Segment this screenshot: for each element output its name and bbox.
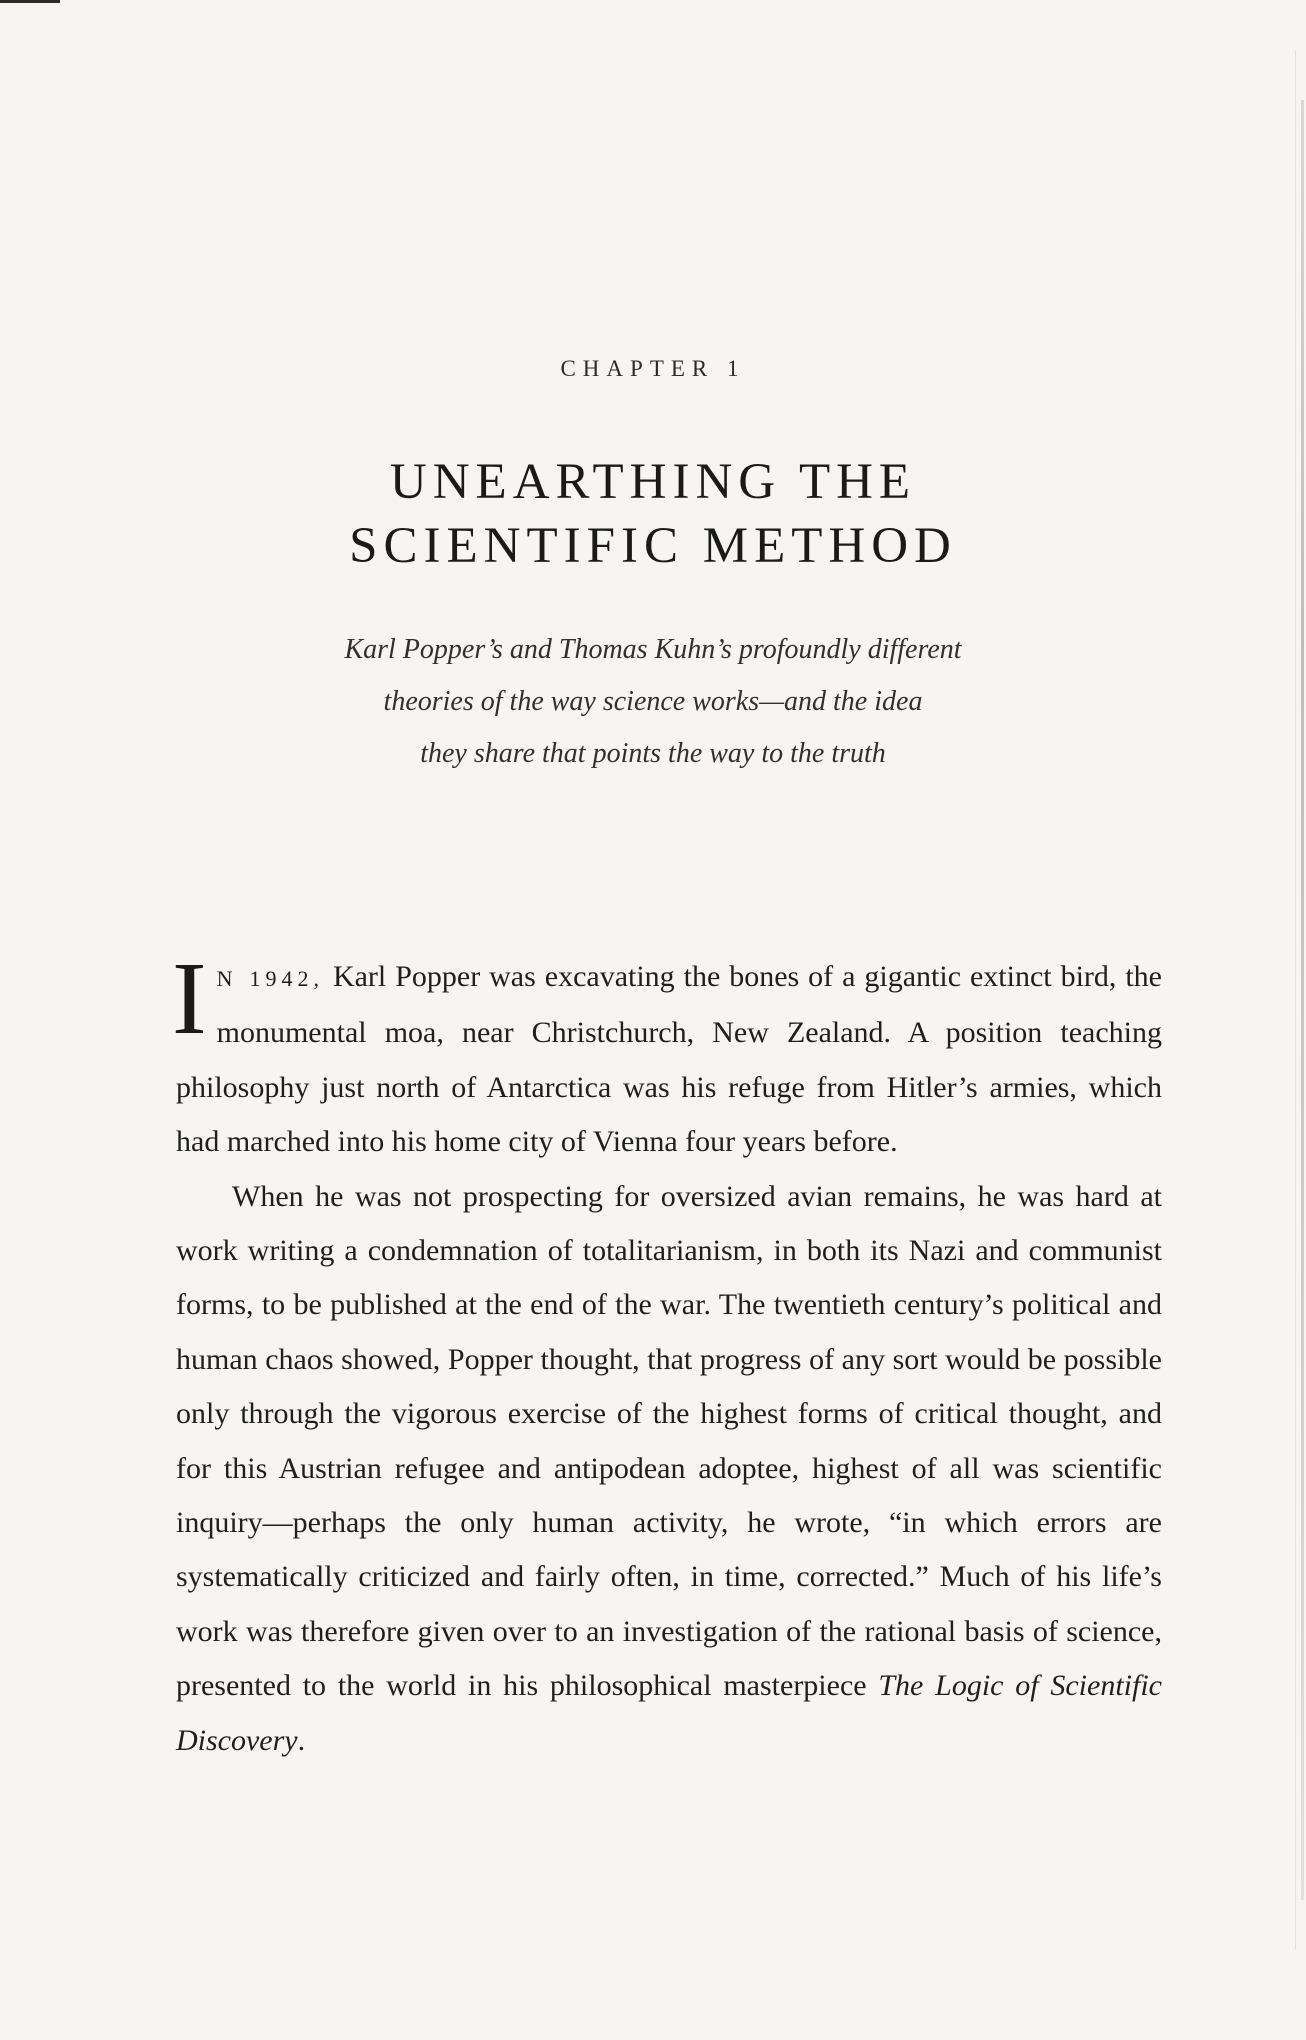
epigraph-line-1: Karl Popper’s and Thomas Kuhn’s profoundly different xyxy=(344,634,962,665)
page-edge-top xyxy=(0,0,60,3)
chapter-title-line-2: SCIENTIFIC METHOD xyxy=(349,518,957,574)
body-text xyxy=(172,941,1162,1768)
page-edge-line xyxy=(1295,50,1296,1950)
chapter-epigraph xyxy=(0,624,1306,780)
paragraph-2 xyxy=(176,1170,1162,1768)
book-title: The Logic of Scientific Discovery xyxy=(176,1669,1162,1757)
epigraph-line-2: theories of the way science works—and the idea xyxy=(383,686,923,717)
drop-cap: I xyxy=(172,941,207,1056)
opening-small-caps: N 1942, xyxy=(216,966,324,991)
epigraph-line-3: they share that points the way to the truth xyxy=(420,738,886,769)
paragraph-1 xyxy=(172,941,1162,1170)
paragraph-2-text: When he was not prospecting for oversized avian remains, he was hard at work writing a condemnation of totalitarianism, in both its Nazi and communist forms, to be published at the end of the war. The twentieth century’s political and human chaos showed, Popper thought, that progress of any sort would be possible only through the vigorous exercise of the highest forms of critical thought, and for this Austrian refugee and antipodean adoptee, highest of all was scientific inquiry—perhaps the only human activity, he wrote, “in which errors are systematically criticized and fairly often, in time, corrected.” Much of his life’s work was therefore given over to an investigation of the rational basis of science, presented to the world in his philosophical masterpiece xyxy=(176,1179,1162,1703)
chapter-title-line-1: UNEARTHING THE xyxy=(389,454,917,510)
chapter-label: CHAPTER 1 xyxy=(560,356,746,381)
paragraph-1-text: Karl Popper was excavating the bones of a gigantic extinct bird, the monumental moa, near Christchurch, New Zealand. A position teaching philosophy just north of Antarctica was his refuge from Hitler’s armies, which had marched into his home city of Vienna four years before. xyxy=(176,960,1162,1159)
paragraph-2-end: . xyxy=(297,1723,306,1757)
chapter-title xyxy=(0,450,1306,578)
